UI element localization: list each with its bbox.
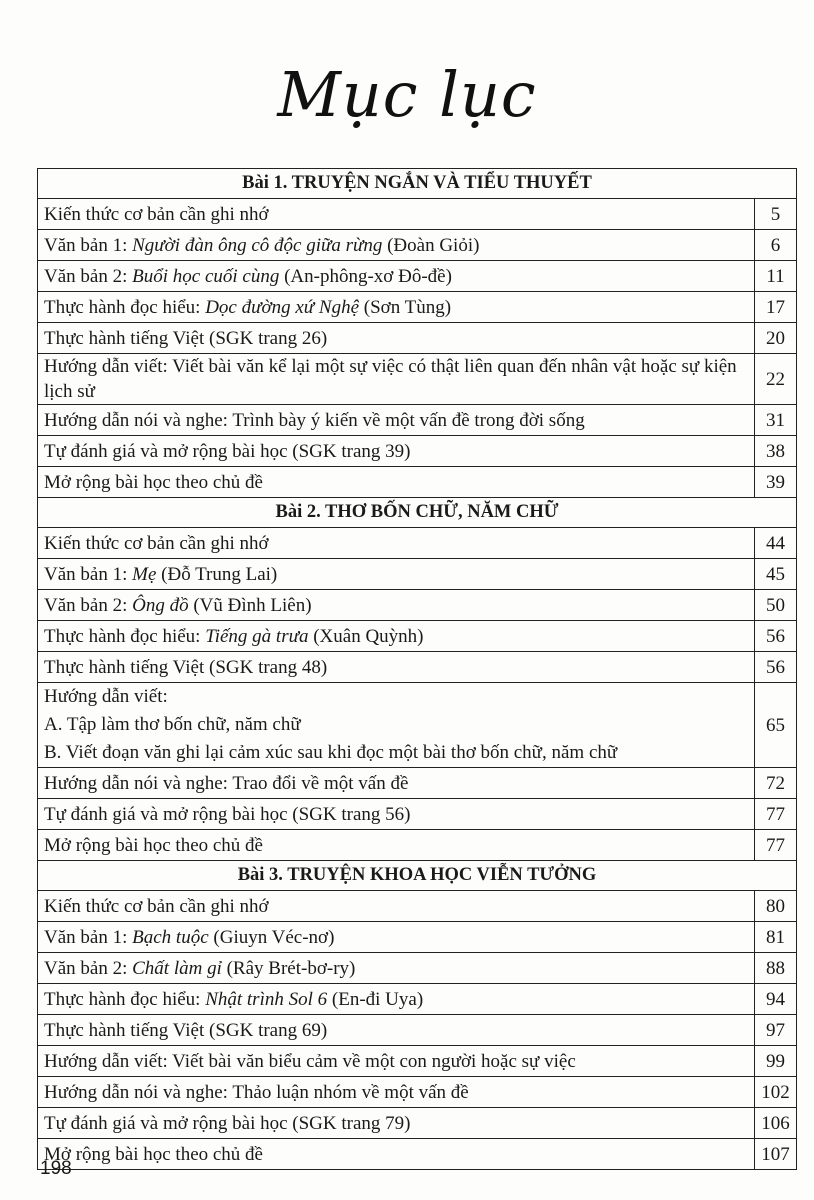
entry-title [38, 1015, 755, 1046]
entry-page-number: 44 [755, 528, 797, 559]
entry-author: (Rây Brét-bơ-ry) [221, 957, 356, 979]
toc-entry[interactable] [38, 292, 797, 323]
entry-text: Văn bản 2: [44, 594, 133, 616]
entry-author: (An-phông-xơ Đô-đề) [279, 265, 452, 287]
toc-entry[interactable] [38, 1139, 797, 1170]
toc-entry[interactable] [38, 436, 797, 467]
entry-page-number: 77 [755, 830, 797, 861]
toc-entry[interactable] [38, 199, 797, 230]
entry-text: Văn bản 2: [44, 957, 133, 979]
entry-page-number: 80 [755, 891, 797, 922]
entry-text: Hướng dẫn nói và nghe: Trình bày ý kiến về một vấn đề trong đời sống [44, 409, 585, 431]
entry-text: Hướng dẫn nói và nghe: Thảo luận nhóm về một vấn đề [44, 1081, 469, 1103]
entry-page-number: 99 [755, 1046, 797, 1077]
entry-page-number: 31 [755, 405, 797, 436]
entry-text: Văn bản 1: [44, 234, 133, 256]
entry-page-number: 94 [755, 984, 797, 1015]
entry-text: Hướng dẫn viết: [44, 686, 168, 707]
entry-text: Thực hành tiếng Việt (SGK trang 48) [44, 656, 328, 678]
entry-author: (Giuyn Véc-nơ) [208, 926, 335, 948]
entry-text: Văn bản 1: [44, 926, 133, 948]
entry-title [38, 1046, 755, 1077]
entry-page-number: 107 [755, 1139, 797, 1170]
entry-page-number: 45 [755, 559, 797, 590]
section-heading: Bài 3. TRUYỆN KHOA HỌC VIỄN TƯỞNG [38, 861, 797, 891]
entry-work-title: Ông đồ [132, 594, 189, 616]
entry-text: Kiến thức cơ bản cần ghi nhớ [44, 203, 269, 225]
entry-author: (Sơn Tùng) [359, 296, 452, 318]
toc-entry[interactable] [38, 1077, 797, 1108]
toc-table [37, 168, 797, 1170]
entry-title [38, 230, 755, 261]
entry-title [38, 953, 755, 984]
entry-work-title: Mẹ [132, 563, 157, 585]
entry-text: Hướng dẫn nói và nghe: Trao đổi về một vấn đề [44, 772, 409, 794]
entry-author: (En-đi Uya) [327, 988, 424, 1010]
toc-entry[interactable] [38, 984, 797, 1015]
entry-title [38, 467, 755, 498]
entry-page-number: 102 [755, 1077, 797, 1108]
toc-entry[interactable] [38, 405, 797, 436]
entry-title [38, 292, 755, 323]
entry-work-title: Nhật trình Sol 6 [205, 988, 328, 1010]
entry-title [38, 891, 755, 922]
entry-title [38, 683, 755, 768]
entry-title [38, 590, 755, 621]
entry-text: Tự đánh giá và mở rộng bài học (SGK trang 39) [44, 440, 411, 462]
entry-title [38, 528, 755, 559]
entry-author: (Đoàn Giỏi) [382, 234, 480, 256]
entry-title [38, 323, 755, 354]
entry-title [38, 652, 755, 683]
entry-page-number: 50 [755, 590, 797, 621]
entry-text: Mở rộng bài học theo chủ đề [44, 834, 263, 856]
entry-title [38, 768, 755, 799]
entry-text: Thực hành tiếng Việt (SGK trang 69) [44, 1019, 328, 1041]
entry-title [38, 199, 755, 230]
entry-page-number: 56 [755, 652, 797, 683]
entry-page-number: 106 [755, 1108, 797, 1139]
toc-entry[interactable] [38, 354, 797, 405]
entry-text: Tự đánh giá và mở rộng bài học (SGK trang 56) [44, 803, 411, 825]
entry-title [38, 436, 755, 467]
entry-title [38, 799, 755, 830]
entry-text: Thực hành đọc hiểu: [44, 625, 206, 647]
toc-entry[interactable] [38, 768, 797, 799]
toc-entry[interactable] [38, 652, 797, 683]
entry-title [38, 1108, 755, 1139]
entry-title [38, 1077, 755, 1108]
entry-page-number: 22 [755, 354, 797, 405]
entry-page-number: 88 [755, 953, 797, 984]
entry-text: Thực hành đọc hiểu: [44, 988, 206, 1010]
entry-page-number: 97 [755, 1015, 797, 1046]
toc-entry[interactable] [38, 891, 797, 922]
entry-text: Thực hành đọc hiểu: [44, 296, 206, 318]
entry-text: Hướng dẫn viết: Viết bài văn biểu cảm về một con người hoặc sự việc [44, 1050, 576, 1072]
entry-text: Kiến thức cơ bản cần ghi nhớ [44, 895, 269, 917]
entry-text: Mở rộng bài học theo chủ đề [44, 1143, 263, 1165]
entry-work-title: Dọc đường xứ Nghệ [205, 296, 360, 318]
entry-text: Mở rộng bài học theo chủ đề [44, 471, 263, 493]
toc-entry[interactable] [38, 528, 797, 559]
toc-entry[interactable] [38, 830, 797, 861]
section-heading-row [38, 861, 797, 891]
entry-page-number: 11 [755, 261, 797, 292]
toc-entry[interactable] [38, 230, 797, 261]
entry-title [38, 354, 755, 405]
entry-subitem: B. Viết đoạn văn ghi lại cảm xúc sau khi đọc một bài thơ bốn chữ, năm chữ [44, 742, 618, 763]
page-number: 198 [40, 1158, 72, 1179]
entry-work-title: Người đàn ông cô độc giữa rừng [132, 234, 383, 256]
toc-entry[interactable] [38, 953, 797, 984]
entry-text: Hướng dẫn viết: Viết bài văn kể lại một sự việc có thật liên quan đến nhân vật hoặc sự kiện lịch sử [44, 356, 737, 402]
section-heading-row [38, 498, 797, 528]
toc-entry[interactable] [38, 559, 797, 590]
entry-work-title: Chất làm gỉ [132, 957, 222, 979]
toc-entry[interactable] [38, 261, 797, 292]
toc-entry[interactable] [38, 621, 797, 652]
entry-page-number: 39 [755, 467, 797, 498]
toc-entry[interactable] [38, 323, 797, 354]
entry-title [38, 621, 755, 652]
entry-title [38, 922, 755, 953]
entry-text: Thực hành tiếng Việt (SGK trang 26) [44, 327, 328, 349]
entry-work-title: Bạch tuộc [132, 926, 209, 948]
section-heading: Bài 1. TRUYỆN NGẮN VÀ TIỂU THUYẾT [38, 169, 797, 199]
entry-work-title: Buổi học cuối cùng [132, 265, 280, 287]
entry-title [38, 830, 755, 861]
toc-entry[interactable] [38, 1046, 797, 1077]
toc-entry[interactable] [38, 467, 797, 498]
page-title: Mục lục [277, 58, 537, 131]
toc-entry[interactable] [38, 799, 797, 830]
entry-author: (Xuân Quỳnh) [308, 625, 424, 647]
entry-author: (Đỗ Trung Lai) [156, 563, 278, 585]
entry-page-number: 81 [755, 922, 797, 953]
toc-entry[interactable] [38, 1015, 797, 1046]
entry-title [38, 1139, 755, 1170]
section-heading: Bài 2. THƠ BỐN CHỮ, NĂM CHỮ [38, 498, 797, 528]
entry-page-number: 77 [755, 799, 797, 830]
entry-page-number: 6 [755, 230, 797, 261]
entry-text: Tự đánh giá và mở rộng bài học (SGK trang 79) [44, 1112, 411, 1134]
entry-page-number: 65 [755, 683, 797, 768]
entry-page-number: 38 [755, 436, 797, 467]
section-heading-row [38, 169, 797, 199]
entry-work-title: Tiếng gà trưa [205, 625, 309, 647]
entry-author: (Vũ Đình Liên) [188, 594, 312, 616]
entry-page-number: 17 [755, 292, 797, 323]
entry-page-number: 56 [755, 621, 797, 652]
toc-entry[interactable] [38, 922, 797, 953]
entry-title [38, 559, 755, 590]
entry-title [38, 984, 755, 1015]
toc-entry[interactable] [38, 683, 797, 768]
entry-text: Kiến thức cơ bản cần ghi nhớ [44, 532, 269, 554]
entry-page-number: 5 [755, 199, 797, 230]
toc-entry[interactable] [38, 1108, 797, 1139]
entry-page-number: 20 [755, 323, 797, 354]
entry-title [38, 405, 755, 436]
entry-subitem: A. Tập làm thơ bốn chữ, năm chữ [44, 714, 301, 735]
entry-page-number: 72 [755, 768, 797, 799]
toc-entry[interactable] [38, 590, 797, 621]
entry-text: Văn bản 2: [44, 265, 133, 287]
entry-title [38, 261, 755, 292]
entry-text: Văn bản 1: [44, 563, 133, 585]
